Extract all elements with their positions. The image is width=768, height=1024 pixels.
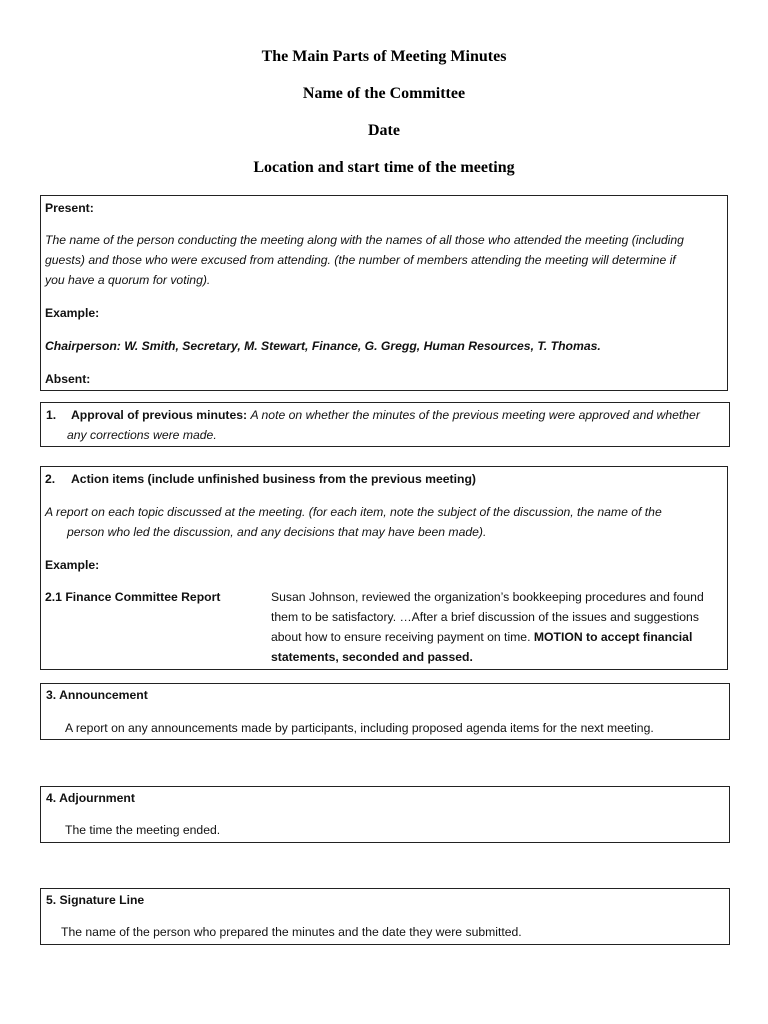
motion-text-continued: statements, seconded and passed. (271, 650, 473, 664)
present-section (40, 195, 728, 391)
finance-report-text: about how to ensure receiving payment on time. (271, 630, 531, 644)
motion-text: MOTION to accept financial (533, 630, 693, 644)
announcement-text: A report on any announcements made by participants, including proposed agenda items for the next meeting. (65, 721, 654, 735)
approval-text: A note on whether the minutes of the previous meeting were approved and whether (250, 408, 700, 422)
approval-section (40, 402, 730, 447)
action-items-section (40, 466, 728, 670)
present-label: Present: (45, 201, 94, 215)
action-items-description: A report on each topic discussed at the meeting. (for each item, note the subject of the discussion, the name of the (45, 505, 662, 519)
present-description-line: guests) and those who were excused from attending. (the number of members attending the meeting will determine if (45, 253, 676, 267)
approval-title: Approval of previous minutes: (71, 408, 248, 422)
signature-title: 5. Signature Line (46, 893, 145, 907)
absent-label: Absent: (45, 372, 91, 386)
finance-report-text: them to be satisfactory. …After a brief discussion of the issues and suggestions (271, 610, 699, 624)
committee-name: Name of the Committee (302, 85, 466, 102)
adjournment-text: The time the meeting ended. (65, 823, 221, 837)
finance-report-label: 2.1 Finance Committee Report (45, 590, 221, 604)
meeting-location: Location and start time of the meeting (253, 159, 515, 176)
meeting-date: Date (368, 122, 400, 139)
present-description-line: you have a quorum for voting). (45, 273, 211, 287)
finance-report-text: Susan Johnson, reviewed the organization’s bookkeeping procedures and found (271, 590, 704, 604)
section-number: 1. (46, 408, 57, 422)
example-label: Example: (45, 306, 100, 320)
signature-section (40, 888, 730, 945)
signature-text: The name of the person who prepared the minutes and the date they were submitted. (61, 925, 522, 939)
announcement-section (40, 683, 730, 740)
chairperson-example: Chairperson: W. Smith, Secretary, M. Stewart, Finance, G. Gregg, Human Resources, T. Thomas. (45, 339, 601, 353)
example-label: Example: (45, 558, 100, 572)
section-number: 2. (45, 472, 56, 486)
adjournment-section (40, 786, 730, 843)
present-description-line: The name of the person conducting the meeting along with the names of all those who attended the meeting (including (45, 233, 684, 247)
approval-text-continued: any corrections were made. (67, 428, 217, 442)
document-title: The Main Parts of Meeting Minutes (261, 48, 507, 65)
action-items-title: Action items (include unfinished business from the previous meeting) (71, 472, 476, 486)
announcement-title: 3. Announcement (46, 688, 148, 702)
action-items-description-continued: person who led the discussion, and any decisions that may have been made). (67, 525, 487, 539)
adjournment-title: 4. Adjournment (46, 791, 135, 805)
